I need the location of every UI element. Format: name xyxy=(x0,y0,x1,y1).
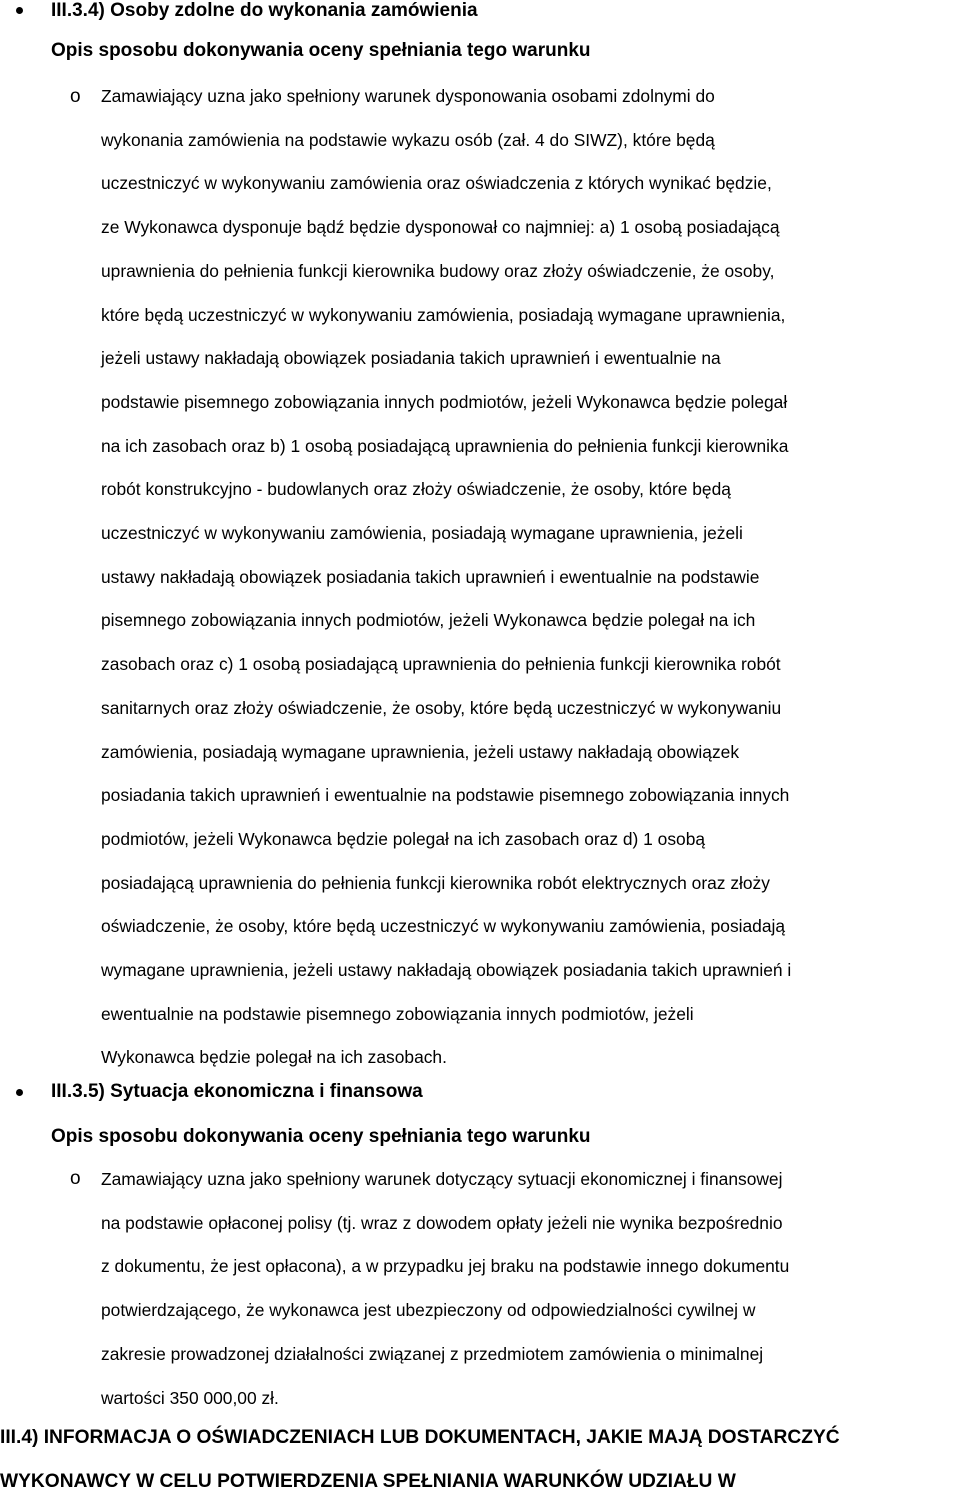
paragraph-body xyxy=(101,75,957,1080)
text-line: zasobach oraz c) 1 osobą posiadającą uprawnienia do pełnienia funkcji kierownika robót xyxy=(101,643,957,687)
text-line: III.4) INFORMACJA O OŚWIADCZENIACH LUB DOKUMENTACH, JAKIE MAJĄ DOSTARCZYĆ xyxy=(0,1416,960,1460)
text-line: sanitarnych oraz złoży oświadczenie, że osoby, które będą uczestniczyć w wykonywaniu xyxy=(101,687,957,731)
text-line: zamówienia, posiadają wymagane uprawnienia, jeżeli ustawy nakładają obowiązek xyxy=(101,731,957,775)
text-line: robót konstrukcyjno - budowlanych oraz złoży oświadczenie, że osoby, które będą xyxy=(101,468,957,512)
text-line: zakresie prowadzonej działalności związanej z przedmiotem zamówienia o minimalnej xyxy=(101,1333,957,1377)
text-line: na podstawie opłaconej polisy (tj. wraz z dowodem opłaty jeżeli nie wynika bezpośrednio xyxy=(101,1202,957,1246)
paragraph-body xyxy=(101,1158,957,1420)
text-line: ustawy nakładają obowiązek posiadania takich uprawnień i ewentualnie na podstawie xyxy=(101,556,957,600)
bullet-o: o xyxy=(70,86,81,108)
text-line: potwierdzającego, że wykonawca jest ubezpieczony od odpowiedzialności cywilnej w xyxy=(101,1289,957,1333)
text-line: które będą uczestniczyć w wykonywaniu zamówienia, posiadają wymagane uprawnienia, xyxy=(101,294,957,338)
text-line: Zamawiający uzna jako spełniony warunek dotyczący sytuacji ekonomicznej i finansowej xyxy=(101,1158,957,1202)
text-line: podmiotów, jeżeli Wykonawca będzie polegał na ich zasobach oraz d) 1 osobą xyxy=(101,818,957,862)
text-line: wartości 350 000,00 zł. xyxy=(101,1377,957,1421)
text-line: ze Wykonawca dysponuje bądź będzie dysponował co najmniej: a) 1 osobą posiadającą xyxy=(101,206,957,250)
text-line: ewentualnie na podstawie pisemnego zobowiązania innych podmiotów, jeżeli xyxy=(101,993,957,1037)
text-line: WYKONAWCY W CELU POTWIERDZENIA SPEŁNIANIA WARUNKÓW UDZIAŁU W xyxy=(0,1460,960,1503)
bullet-o: o xyxy=(70,1168,81,1190)
section-title: III.3.5) Sytuacja ekonomiczna i finansowa xyxy=(51,1081,423,1103)
text-line: pisemnego zobowiązania innych podmiotów, jeżeli Wykonawca będzie polegał na ich xyxy=(101,599,957,643)
section-subtitle: Opis sposobu dokonywania oceny spełniania tego warunku xyxy=(51,40,591,62)
bullet-dot xyxy=(16,1089,23,1096)
text-line: uczestniczyć w wykonywaniu zamówienia, posiadają wymagane uprawnienia, jeżeli xyxy=(101,512,957,556)
section-heading xyxy=(0,1416,960,1503)
bullet-dot xyxy=(16,7,23,14)
text-line: wykonania zamówienia na podstawie wykazu osób (zał. 4 do SIWZ), które będą xyxy=(101,119,957,163)
text-line: jeżeli ustawy nakładają obowiązek posiadania takich uprawnień i ewentualnie na xyxy=(101,337,957,381)
text-line: oświadczenie, że osoby, które będą uczestniczyć w wykonywaniu zamówienia, posiadają xyxy=(101,905,957,949)
section-title: III.3.4) Osoby zdolne do wykonania zamówienia xyxy=(51,0,478,22)
text-line: na ich zasobach oraz b) 1 osobą posiadającą uprawnienia do pełnienia funkcji kierownika xyxy=(101,425,957,469)
text-line: Zamawiający uzna jako spełniony warunek dysponowania osobami zdolnymi do xyxy=(101,75,957,119)
text-line: wymagane uprawnienia, jeżeli ustawy nakładają obowiązek posiadania takich uprawnień i xyxy=(101,949,957,993)
text-line: podstawie pisemnego zobowiązania innych podmiotów, jeżeli Wykonawca będzie polegał xyxy=(101,381,957,425)
text-line: uprawnienia do pełnienia funkcji kierownika budowy oraz złoży oświadczenie, że osoby, xyxy=(101,250,957,294)
text-line: posiadającą uprawnienia do pełnienia funkcji kierownika robót elektrycznych oraz złoży xyxy=(101,862,957,906)
text-line: posiadania takich uprawnień i ewentualnie na podstawie pisemnego zobowiązania innych xyxy=(101,774,957,818)
text-line: Wykonawca będzie polegał na ich zasobach. xyxy=(101,1036,957,1080)
text-line: z dokumentu, że jest opłacona), a w przypadku jej braku na podstawie innego dokumentu xyxy=(101,1245,957,1289)
text-line: uczestniczyć w wykonywaniu zamówienia oraz oświadczenia z których wynikać będzie, xyxy=(101,162,957,206)
section-subtitle: Opis sposobu dokonywania oceny spełniania tego warunku xyxy=(51,1126,591,1148)
